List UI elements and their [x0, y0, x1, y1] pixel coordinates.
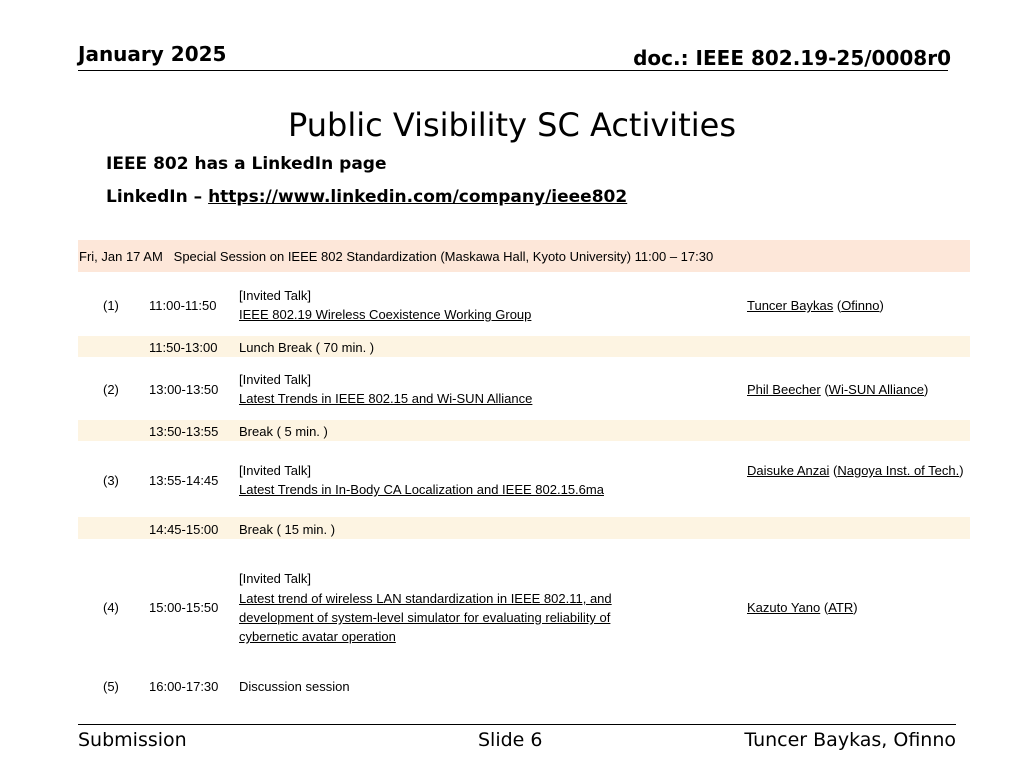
- footer-author: Tuncer Baykas, Ofinno: [744, 729, 956, 751]
- row-3-time: 13:55-14:45: [149, 473, 219, 488]
- row-1-number: (1): [103, 298, 119, 313]
- row-break5-text: Break ( 5 min. ): [239, 424, 328, 439]
- row-3-affiliation-link[interactable]: Nagoya Inst. of Tech.: [837, 463, 960, 478]
- row-2-talk-link[interactable]: Latest Trends in IEEE 802.15 and Wi-SUN Alliance: [239, 391, 533, 406]
- linkedin-bullet-text: IEEE 802 has a LinkedIn page: [106, 154, 387, 174]
- header-divider: [78, 70, 948, 71]
- linkedin-url-link[interactable]: https://www.linkedin.com/company/ieee802: [208, 187, 628, 207]
- row-5-time: 16:00-17:30: [149, 679, 219, 694]
- header-date: January 2025: [78, 42, 227, 66]
- row-break5-time: 13:50-13:55: [149, 424, 219, 439]
- row-3-speaker-link[interactable]: Daisuke Anzai: [747, 463, 830, 478]
- footer-submission: Submission: [78, 729, 187, 751]
- row-3-tag: [Invited Talk]: [239, 463, 312, 478]
- row-lunch-text: Lunch Break ( 70 min. ): [239, 340, 375, 355]
- row-4-talk-link-line-3[interactable]: cybernetic avatar operation: [239, 629, 396, 644]
- row-4-affiliation-link[interactable]: ATR: [828, 600, 854, 615]
- row-break15-time: 14:45-15:00: [149, 522, 219, 537]
- row-4-talk-link-line-1[interactable]: Latest trend of wireless LAN standardization in IEEE 802.11, and: [239, 591, 612, 606]
- linkedin-bullet: [106, 154, 386, 174]
- header-doc-id: doc.: IEEE 802.19-25/0008r0: [633, 46, 951, 70]
- footer-slide-number: Slide 6: [478, 729, 543, 751]
- row-1-speaker-link[interactable]: Tuncer Baykas: [747, 298, 834, 313]
- row-3-number: (3): [103, 473, 119, 488]
- row-lunch-time: 11:50-13:00: [149, 340, 218, 355]
- footer-divider: [78, 724, 956, 725]
- row-3-speaker-cell: Daisuke Anzai (Nagoya Inst. of Tech.): [747, 463, 964, 478]
- slide-title: Public Visibility SC Activities: [288, 106, 736, 144]
- row-5-number: (5): [103, 679, 119, 694]
- row-4-speaker-cell: Kazuto Yano (ATR): [747, 600, 858, 615]
- row-2-tag: [Invited Talk]: [239, 372, 312, 387]
- row-2-speaker-link[interactable]: Phil Beecher: [747, 382, 821, 397]
- row-4-speaker-link[interactable]: Kazuto Yano: [747, 600, 821, 615]
- session-header: Fri, Jan 17 AM Special Session on IEEE 802 Standardization (Maskawa Hall, Kyoto University) 11:00 – 17:30: [79, 249, 714, 264]
- row-4-number: (4): [103, 600, 119, 615]
- row-4-time: 15:00-15:50: [149, 600, 219, 615]
- row-5-text: Discussion session: [239, 679, 350, 694]
- row-3-talk-link[interactable]: Latest Trends in In-Body CA Localization and IEEE 802.15.6ma: [239, 482, 604, 497]
- row-2-affiliation-link[interactable]: Wi-SUN Alliance: [828, 382, 925, 397]
- row-4-tag: [Invited Talk]: [239, 571, 312, 586]
- row-4-talk-link-line-2[interactable]: development of system-level simulator for evaluating reliability of: [239, 610, 611, 625]
- linkedin-link-bullet: [106, 187, 627, 207]
- row-1-time: 11:00-11:50: [149, 298, 217, 313]
- row-2-time: 13:00-13:50: [149, 382, 219, 397]
- row-break15-text: Break ( 15 min. ): [239, 522, 336, 537]
- row-1-talk-link[interactable]: IEEE 802.19 Wireless Coexistence Working Group: [239, 307, 532, 322]
- row-1-tag: [Invited Talk]: [239, 288, 312, 303]
- row-1-speaker-cell: Tuncer Baykas (Ofinno): [747, 298, 884, 313]
- row-2-number: (2): [103, 382, 119, 397]
- linkedin-link-prefix: LinkedIn –: [106, 187, 209, 207]
- row-2-speaker-cell: Phil Beecher (Wi-SUN Alliance): [747, 382, 929, 397]
- row-1-affiliation-link[interactable]: Ofinno: [841, 298, 880, 313]
